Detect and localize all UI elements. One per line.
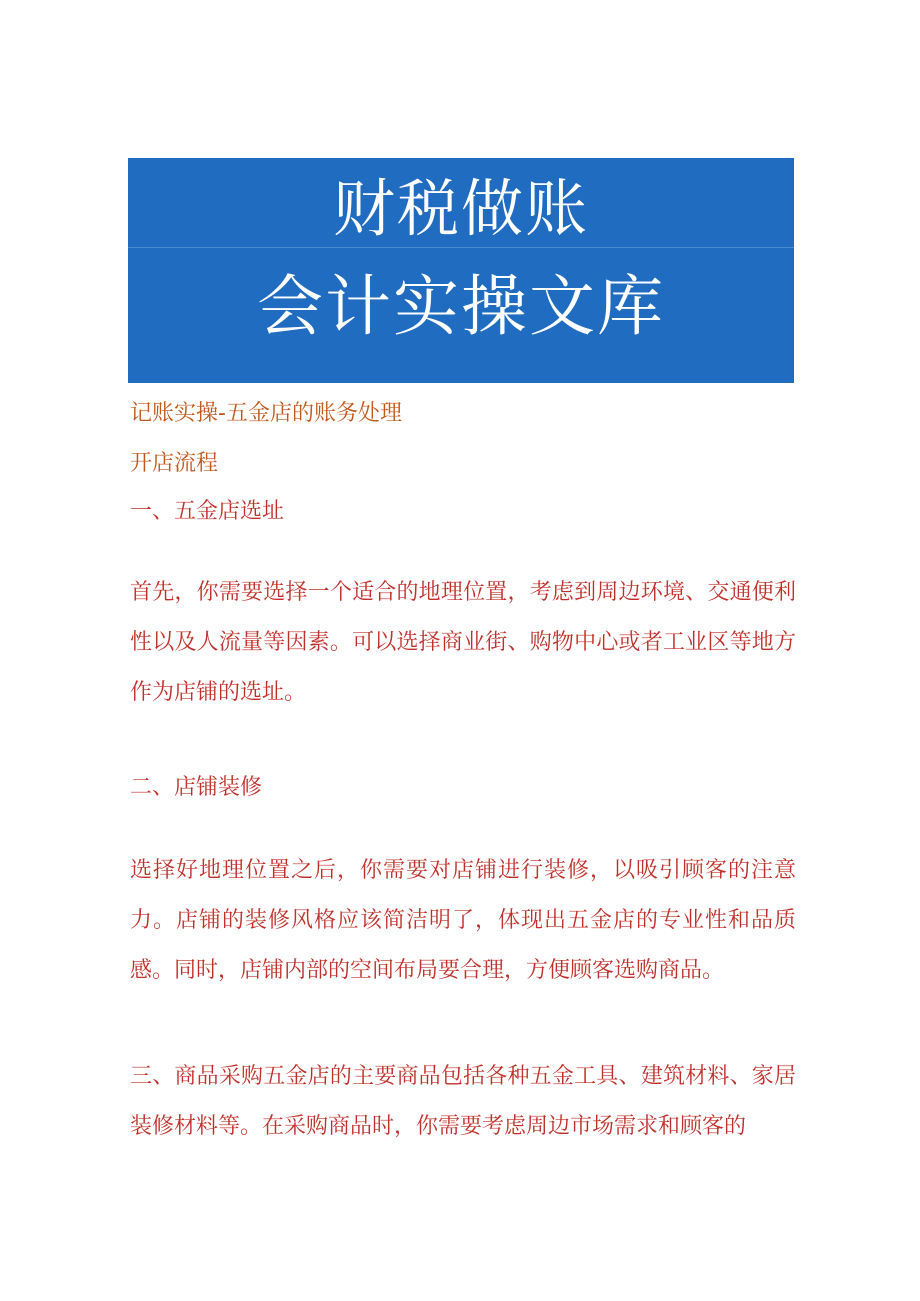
document-title: 记账实操-五金店的账务处理 <box>130 401 402 426</box>
banner-title-line2: 会计实操文库 <box>257 268 665 345</box>
banner-divider <box>128 247 794 248</box>
section-heading-location: 一、五金店选址 <box>130 499 285 524</box>
section-paragraph-purchasing: 三、商品采购五金店的主要商品包括各种五金工具、建筑材料、家居装修材料等。在采购商品时，你需要考虑周边市场需求和顾客的 <box>130 1064 796 1139</box>
section-paragraph-location: 首先，你需要选择一个适合的地理位置，考虑到周边环境、交通便利性以及人流量等因素。可以选择商业街、购物中心或者工业区等地方作为店铺的选址。 <box>130 580 796 705</box>
document-body <box>130 396 796 1152</box>
section-paragraph-decoration: 选择好地理位置之后，你需要对店铺进行装修，以吸引顾客的注意力。店铺的装修风格应该简洁明了，体现出五金店的专业性和品质感。同时，店铺内部的空间布局要合理，方便顾客选购商品。 <box>130 858 796 983</box>
banner-title-line1: 财税做账 <box>332 172 589 245</box>
section-heading-decoration: 二、店铺装修 <box>130 775 263 800</box>
header-banner <box>128 158 794 383</box>
document-subtitle: 开店流程 <box>130 451 219 476</box>
